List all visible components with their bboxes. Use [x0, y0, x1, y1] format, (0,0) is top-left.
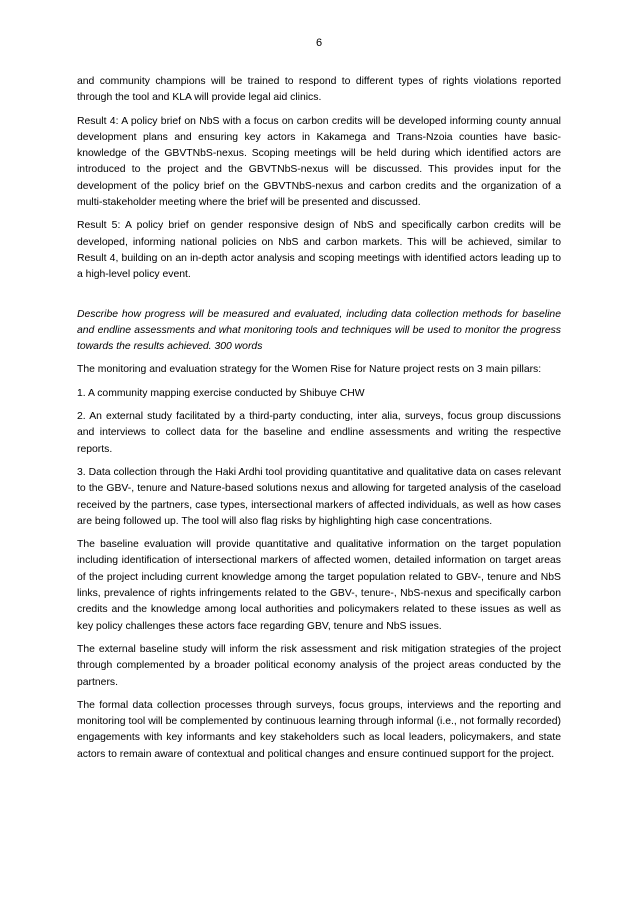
- list-item-pillar-3: 3. Data collection through the Haki Ardhi tool providing quantitative and qualitative data on cases relevant to the GBV-, tenure and Nature-based solutions nexus and allowing for targeted analysis of the caseload received by the partners, case types, intersectional markers of affected individuals, as well as how cases are being followed up. The tool will also flag risks by highlighting high case concentrations.: [77, 466, 561, 527]
- paragraph-result-4: Result 4: A policy brief on NbS with a focus on carbon credits will be developed informing county annual development plans and ensuring key actors in Kakamega and Trans-Nzoia counties have basic-knowledge of the GBVTNbS-nexus. Scoping meetings will be held during which identified actors are introduced to the project and the GBVTNbS-nexus will be discussed. This provides input for the development of the policy brief on the GBVTNbS-nexus and carbon credits and the organization of a multi-stakeholder meeting where the brief will be presented and discussed.: [77, 115, 561, 209]
- paragraph-community-champions: and community champions will be trained to respond to different types of rights violations reported through the tool and KLA will provide legal aid clinics.: [77, 76, 561, 104]
- section-spacer: [77, 291, 561, 307]
- list-item-pillar-2: 2. An external study facilitated by a third-party conducting, inter alia, surveys, focus group discussions and interviews to collect data for the baseline and endline assessments and writing the respective reports.: [77, 411, 561, 455]
- document-body: [77, 74, 561, 770]
- paragraph-result-5: Result 5: A policy brief on gender responsive design of NbS and specifically carbon credits will be developed, informing national policies on NbS and carbon markets. This will be achieved, similar to Result 4, building on an in-depth actor analysis and scoping meetings with identified actors leading up to a high-level policy event.: [77, 220, 561, 281]
- paragraph-formal-data-collection: The formal data collection processes through surveys, focus groups, interviews and the reporting and monitoring tool will be complemented by continuous learning through informal (i.e., not formally recorded) engagements with key informants and key stakeholders such as local leaders, policymakers, and state actors to remain aware of contextual and political changes and ensure continued support for the project.: [77, 699, 561, 760]
- list-item-pillar-1: 1. A community mapping exercise conducted by Shibuye CHW: [77, 387, 365, 399]
- question-prompt: Describe how progress will be measured and evaluated, including data collection methods for baseline and endline assessments and what monitoring tools and techniques will be used to monitor the progress towards the results achieved. 300 words: [77, 308, 561, 353]
- paragraph-baseline-evaluation: The baseline evaluation will provide quantitative and qualitative information on the target population including identification of intersectional markers of affected women, detailed information on target areas of the project including current knowledge among the target population related to GBV-, tenure and NbS links, prevalence of rights infringements related to the GBV-, tenure-, NbS-nexus and specifically carbon credits and the knowledge among local authorities and policymakers related to these issues as well as key policy challenges these actors face regarding GBV, tenure and NbS issues.: [77, 539, 561, 632]
- paragraph-me-strategy: The monitoring and evaluation strategy for the Women Rise for Nature project rests on 3 main pillars:: [77, 364, 542, 376]
- paragraph-external-baseline-study: The external baseline study will inform the risk assessment and risk mitigation strategies of the project through complemented by a broader political economy analysis of the project areas conducted by the partners.: [77, 643, 561, 688]
- page-number: 6: [315, 37, 323, 49]
